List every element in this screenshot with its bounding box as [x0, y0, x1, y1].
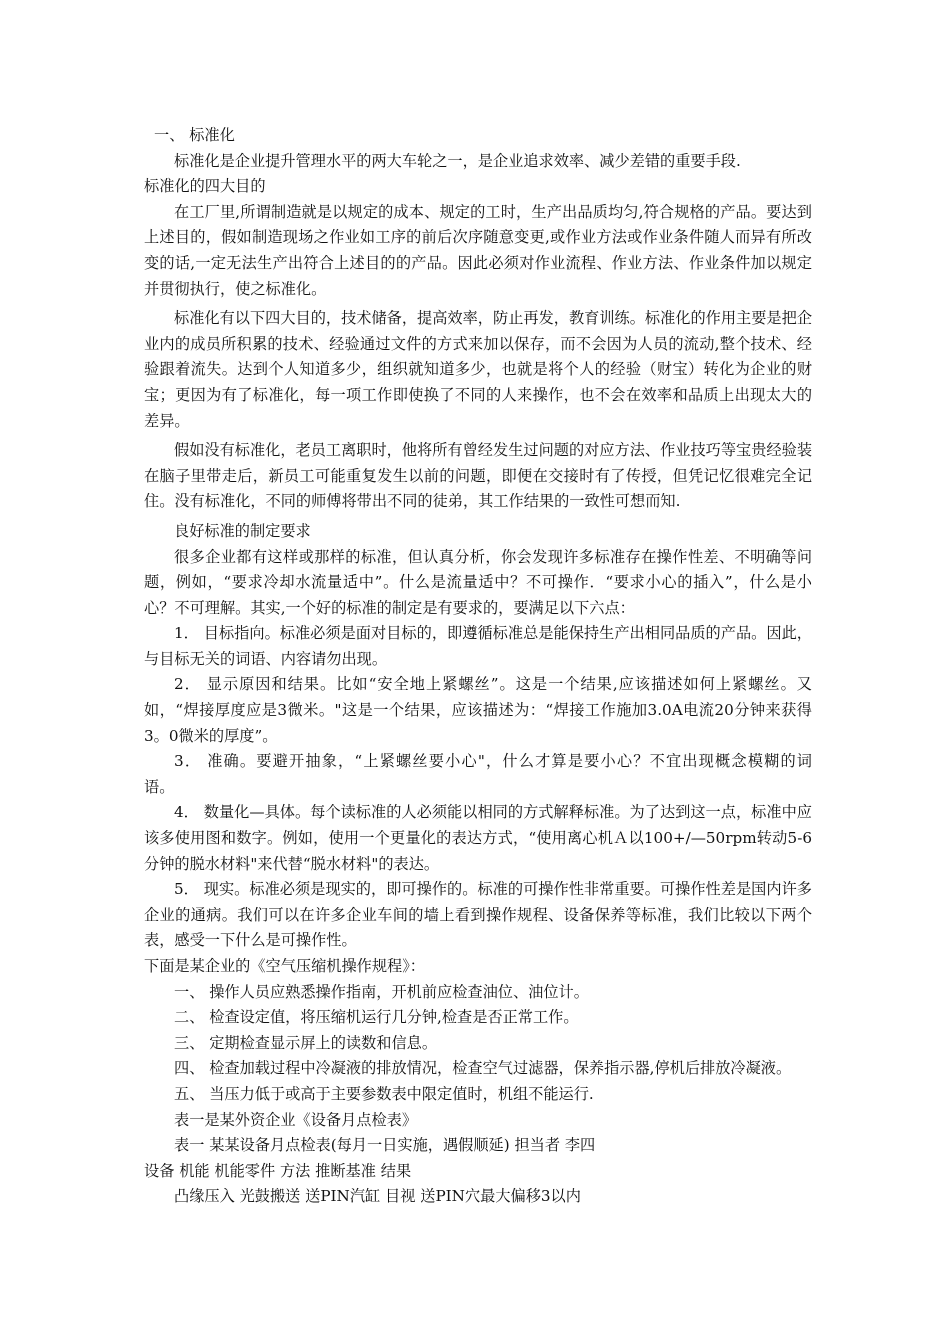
list-item-3: 3． 准确。要避开抽象，“上紧螺丝要小心"，什么才算是要小心？不宜出现概念模糊的词 语。: [144, 752, 843, 796]
paragraph-requirements: 很多企业都有这样或那样的标准，但认真分析，你会发现许多标准存在操作性差、不明确等问题，例如，“要求冷却水流量适中”。什么是流量适中？不可操作．“要求小心的插入”，什么是小心？不可理解。其实,一个好的标准的制定是有要求的，要满足以下六点：: [144, 547, 812, 617]
document-page: [144, 123, 843, 1210]
table-header-row: 设备 机能 机能零件 方法 推断基准 结果: [144, 1161, 412, 1180]
rule-item-3: 三、 定期检查显示屏上的读数和信息。: [174, 1033, 438, 1052]
table-intro: 表一是某外资企业《设备月点检表》: [174, 1110, 417, 1129]
subheading-requirements: 良好标准的制定要求: [174, 521, 311, 540]
rule-item-4: 四、 检查加载过程中冷凝液的排放情况，检查空气过滤器，保养指示器,停机后排放冷凝液。: [174, 1059, 792, 1078]
rule-item-5: 五、 当压力低于或高于主要参数表中限定值时，机组不能运行.: [174, 1084, 594, 1103]
compressor-rules-title: 下面是某企业的《空气压缩机操作规程》：: [144, 957, 425, 975]
paragraph-four-purposes: 标准化有以下四大目的，技术储备，提高效率，防止再发，教育训练。标准化的作用主要是把企业内的成员所积累的技术、经验通过文件的方式来加以保存，而不会因为人员的流动,整个技术、经验跟着流失。达到个人知道多少，组织就知道多少，也就是将个人的经验（财宝）转化为企业的财宝；更因为有了标准化，每一项工作即使换了不同的人来操作，也不会在效率和品质上出现太大的差异。: [144, 309, 812, 430]
rule-item-1: 一、 操作人员应熟悉操作指南，开机前应检查油位、油位计。: [174, 982, 589, 1001]
list-item-2: 2． 显示原因和结果。比如“安全地上紧螺丝”。这是一个结果,应该描述如何上紧螺丝。又如，“焊接厚度应是3微米。"这是一个结果，应该描述为：“焊接工作施加3.0A电流20分钟来获得3。0微米的厚度”。: [144, 675, 812, 745]
table-data-row: 凸缘压入 光鼓搬送 送PIN汽缸 目视 送PIN穴最大偏移3以内: [174, 1187, 581, 1206]
subheading-four-purposes: 标准化的四大目的: [144, 177, 266, 196]
table-caption: 表一 某某设备月点检表(每月一日实施，遇假顺延) 担当者 李四: [174, 1136, 596, 1155]
section-heading: 一、 标准化: [154, 126, 235, 144]
paragraph-factory: 在工厂里,所谓制造就是以规定的成本、规定的工时，生产出品质均匀,符合规格的产品。要达到上述目的，假如制造现场之作业如工序的前后次序随意变更,或作业方法或作业条件随人而异有所改变的话,一定无法生产出符合上述目的的产品。因此必须对作业流程、作业方法、作业条件加以规定并贯彻执行，使之标准化。: [144, 202, 812, 298]
rule-item-2: 二、 检查设定值，将压缩机运行几分钟,检查是否正常工作。: [174, 1008, 579, 1027]
list-item-4: 4． 数量化—具体。每个读标准的人必须能以相同的方式解释标准。为了达到这一点，标准中应该多使用图和数字。例如，使用一个更量化的表达方式，“使用离心机Ａ以100+/—50rpm转动5-6分钟的脱水材料"来代替“脱水材料"的表达。: [144, 803, 812, 873]
list-item-5: 5． 现实。标准必须是现实的，即可操作的。标准的可操作性非常重要。可操作性差是国内许多企业的通病。我们可以在许多企业车间的墙上看到操作规程、设备保养等标准，我们比较以下两个表，感受一下什么是可操作性。: [144, 880, 812, 950]
list-item-1: 1． 目标指向。标准必须是面对目标的，即遵循标准总是能保持生产出相同品质的产品。因此，与目标无关的词语、内容请勿出现。: [144, 624, 812, 668]
paragraph-no-standard: 假如没有标准化，老员工离职时，他将所有曾经发生过问题的对应方法、作业技巧等宝贵经验装在脑子里带走后，新员工可能重复发生以前的问题，即便在交接时有了传授，但凭记忆很难完全记住。没有标准化，不同的师傅将带出不同的徒弟，其工作结果的一致性可想而知.: [144, 441, 812, 511]
paragraph-intro: 标准化是企业提升管理水平的两大车轮之一，是企业追求效率、减少差错的重要手段.: [174, 151, 741, 170]
